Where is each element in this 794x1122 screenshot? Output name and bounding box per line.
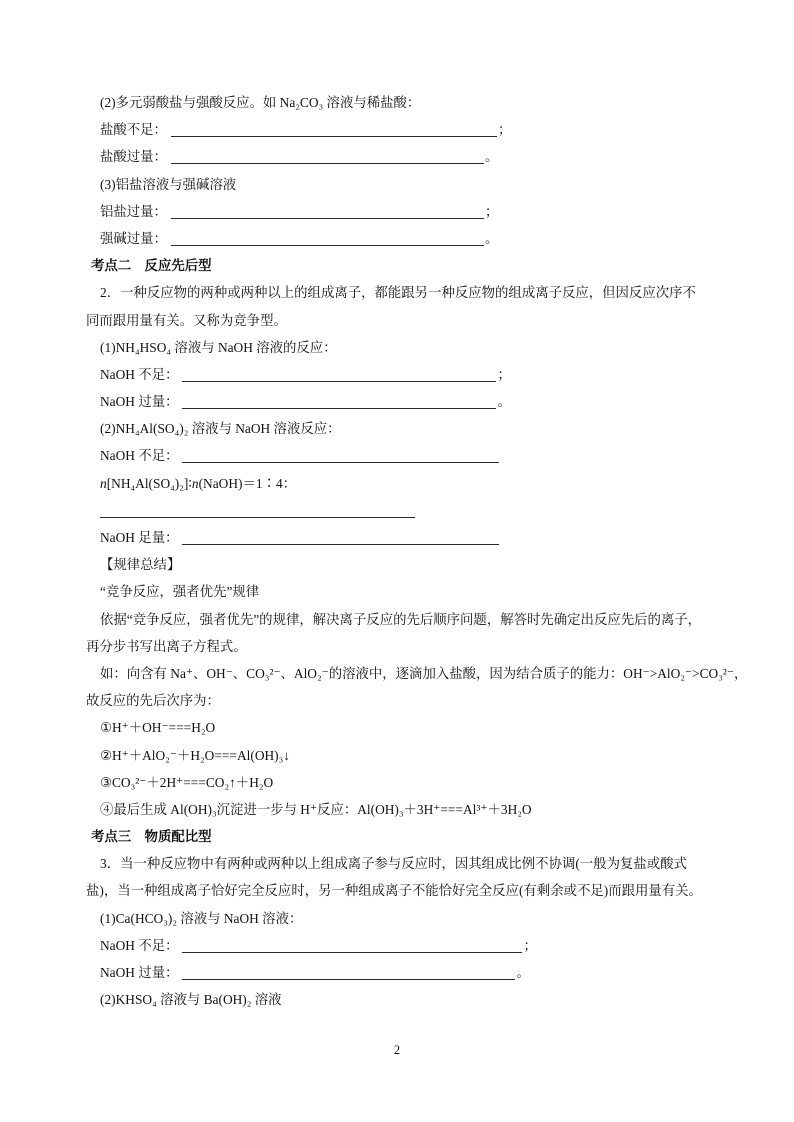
answer-label: NaOH 过量：	[100, 965, 179, 980]
answer-label: 盐酸过量：	[100, 149, 167, 165]
example-line: 如：向含有 Na⁺、OH⁻、CO₃²⁻、AlO₂⁻的溶液中，逐滴加入盐酸，因为结合质子的能力：OH⁻>AlO₂⁻>CO₃²⁻，	[100, 665, 748, 681]
answer-blank	[182, 965, 515, 980]
answer-blank	[182, 448, 499, 463]
ratio-variable: n	[100, 475, 107, 491]
question-title: (3)铝盐溶液与强碱溶液	[100, 176, 237, 192]
answer-row	[86, 932, 776, 959]
answer-blank	[182, 394, 496, 409]
answer-blank	[182, 938, 522, 953]
answer-label: 强碱过量：	[100, 230, 167, 246]
answer-row	[86, 497, 776, 524]
question-title: (2)KHSO₄ 溶液与 Ba(OH)₂ 溶液	[100, 992, 282, 1008]
intro-line: 2．一种反应物的两种或两种以上的组成离子，都能跟另一种反应物的组成离子反应，但因反应次序不	[100, 285, 696, 301]
answer-end-punctuation: ；	[523, 937, 537, 953]
ratio-text: (NaOH)＝1∶4：	[198, 475, 297, 491]
question-title: (1)Ca(HCO₃)₂ 溶液与 NaOH 溶液：	[100, 910, 303, 926]
answer-label: NaOH 过量：	[100, 394, 179, 410]
topic-heading: 考点三 物质配比型	[91, 829, 212, 845]
equation-line: ①H⁺＋OH⁻===H₂O	[100, 720, 216, 736]
answer-end-punctuation: 。	[516, 965, 530, 980]
answer-label: 盐酸不足：	[100, 122, 167, 138]
question-title: (2)NH₄Al(SO₄)₂ 溶液与 NaOH 溶液反应：	[100, 421, 341, 437]
answer-row	[86, 524, 776, 551]
intro-line: 3．当一种反应物中有两种或两种以上组成离子参与反应时，因其组成比例不协调(一般为复盐或酸式	[100, 856, 687, 872]
rule-name: “竞争反应，强者优先”规律	[100, 584, 260, 600]
answer-label: 铝盐过量：	[100, 203, 167, 219]
page-number: 2	[393, 1043, 401, 1057]
answer-label: NaOH 足量：	[100, 530, 179, 545]
answer-blank	[171, 149, 484, 164]
answer-end-punctuation: ；	[484, 203, 499, 219]
summary-heading: 【规律总结】	[100, 557, 181, 573]
intro-line: 盐)，当一种组成离子恰好完全反应时，另一种组成离子不能恰好完全反应(有剩余或不足)而跟用量有关。	[86, 883, 702, 899]
answer-row	[86, 388, 776, 415]
answer-blank	[182, 367, 496, 382]
question-title: (1)NH₄HSO₄ 溶液与 NaOH 溶液的反应：	[100, 339, 337, 355]
answer-row	[86, 959, 776, 986]
equation-line: ③CO₃²⁻＋2H⁺===CO₂↑＋H₂O	[100, 774, 274, 790]
answer-label: NaOH 不足：	[100, 937, 179, 953]
example-line: 故反应的先后次序为：	[86, 693, 220, 709]
answer-label: NaOH 不足：	[100, 448, 179, 464]
answer-end-punctuation: ；	[497, 366, 511, 382]
ratio-text: [NH₄Al(SO₄)₂]∶	[106, 475, 192, 491]
answer-blank	[171, 122, 497, 137]
question-title: (2)多元弱酸盐与强酸反应。如 Na₂CO₃ 溶液与稀盐酸：	[100, 95, 421, 110]
answer-blank	[100, 503, 415, 518]
answer-row	[86, 225, 776, 252]
ratio-variable: n	[191, 475, 199, 491]
answer-row	[86, 198, 776, 225]
equation-line: ④最后生成 Al(OH)₃沉淀进一步与 H⁺反应：Al(OH)₃＋3H⁺===Al³⁺＋3H₂O	[100, 801, 532, 817]
intro-line: 同而跟用量有关。又称为竞争型。	[86, 312, 287, 328]
answer-end-punctuation: ；	[497, 122, 512, 138]
answer-row	[86, 361, 776, 388]
answer-end-punctuation: 。	[484, 230, 499, 246]
answer-row	[86, 442, 776, 469]
answer-row	[86, 116, 776, 143]
ratio-line	[86, 470, 776, 497]
explanation-line: 依据“竞争反应，强者优先”的规律，解决离子反应的先后顺序问题，解答时先确定出反应先后的离子，	[100, 611, 702, 627]
answer-label: NaOH 不足：	[100, 366, 179, 382]
equation-line: ②H⁺＋AlO₂⁻＋H₂O===Al(OH)₃↓	[100, 747, 290, 763]
answer-end-punctuation: 。	[484, 149, 499, 165]
answer-blank	[182, 530, 499, 545]
page-content	[86, 89, 776, 1013]
topic-heading: 考点二 反应先后型	[91, 258, 212, 274]
answer-blank	[171, 231, 484, 246]
answer-blank	[171, 204, 484, 219]
explanation-line: 再分步书写出离子方程式。	[86, 638, 247, 654]
answer-row	[86, 143, 776, 170]
answer-end-punctuation: 。	[497, 394, 511, 410]
